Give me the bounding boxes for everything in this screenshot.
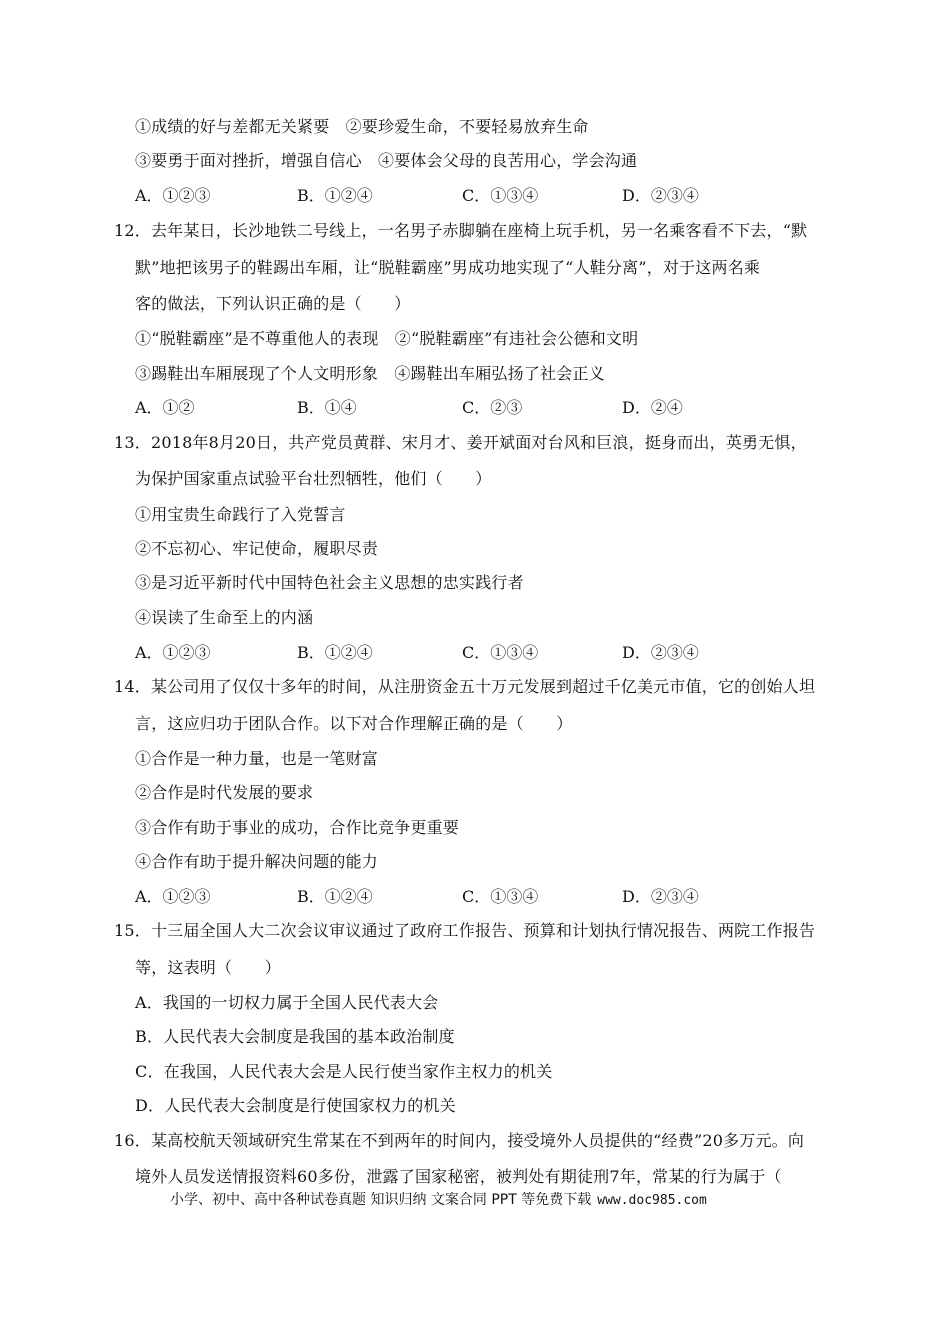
option-d: D．②③④ [622, 643, 699, 662]
statement: ②合作是时代发展的要求 [135, 783, 314, 802]
statement: ④合作有助于提升解决问题的能力 [135, 852, 379, 871]
option-c: C．①③④ [462, 887, 539, 906]
statement: ④误读了生命至上的内涵 [135, 608, 314, 627]
question-12-text: 默”地把该男子的鞋踢出车厢，让“脱鞋霸座”男成功地实现了“人鞋分离”，对于这两名乘 [135, 258, 761, 277]
statement: ②不忘初心、牢记使命，履职尽责 [135, 539, 379, 558]
footer-link[interactable]: www.doc985.com [597, 1193, 707, 1208]
question-16-text: 16．某高校航天领域研究生常某在不到两年的时间内，接受境外人员提供的“经费”20多万元。向 [114, 1131, 805, 1150]
option-c: C．①③④ [462, 643, 539, 662]
statement: ①合作是一种力量，也是一笔财富 [135, 749, 379, 768]
question-12-text: 客的做法，下列认识正确的是（ ） [135, 294, 411, 313]
statement: ③踢鞋出车厢展现了个人文明形象 ④踢鞋出车厢弘扬了社会正义 [135, 364, 605, 383]
statement: ③是习近平新时代中国特色社会主义思想的忠实践行者 [135, 573, 524, 592]
question-14-text: 14．某公司用了仅仅十多年的时间，从注册资金五十万元发展到超过千亿美元市值，它的创始人坦 [114, 677, 816, 696]
page-footer [170, 1190, 707, 1211]
question-13-text: 为保护国家重点试验平台壮烈牺牲，他们（ ） [135, 469, 492, 488]
option-d: D．人民代表大会制度是行使国家权力的机关 [135, 1096, 456, 1115]
question-15-text: 等，这表明（ ） [135, 958, 281, 977]
option-a: A．我国的一切权力属于全国人民代表大会 [135, 993, 439, 1012]
option-d: D．②③④ [622, 887, 699, 906]
option-a: A．①②③ [135, 186, 211, 205]
option-b: B．①②④ [297, 643, 373, 662]
question-13-text: 13．2018年8月20日，共产党员黄群、宋月才、姜开斌面对台风和巨浪，挺身而出，英勇无惧， [114, 433, 807, 452]
statement: ③合作有助于事业的成功，合作比竞争更重要 [135, 818, 460, 837]
option-d: D．②③④ [622, 186, 699, 205]
question-14-text: 言，这应归功于团队合作。以下对合作理解正确的是（ ） [135, 714, 573, 733]
option-c: C．①③④ [462, 186, 539, 205]
statement: ①成绩的好与差都无关紧要 ②要珍爱生命，不要轻易放弃生命 [135, 117, 589, 136]
option-c: C．在我国，人民代表大会是人民行使当家作主权力的机关 [135, 1062, 553, 1081]
question-15-text: 15．十三届全国人大二次会议审议通过了政府工作报告、预算和计划执行情况报告、两院工作报告 [114, 921, 816, 940]
option-c: C．②③ [462, 398, 523, 417]
option-a: A．①②③ [135, 643, 211, 662]
statement: ①“脱鞋霸座”是不尊重他人的表现 ②“脱鞋霸座”有违社会公德和文明 [135, 329, 639, 348]
question-16-text: 境外人员发送情报资料60多份，泄露了国家秘密，被判处有期徒刑7年，常某的行为属于（ [135, 1167, 782, 1186]
footer-text: 小学、初中、高中各种试卷真题 知识归纳 文案合同 PPT 等免费下载 [170, 1192, 592, 1208]
option-b: B．①④ [297, 398, 357, 417]
option-d: D．②④ [622, 398, 683, 417]
option-b: B．①②④ [297, 887, 373, 906]
option-b: B．①②④ [297, 186, 373, 205]
statement: ①用宝贵生命践行了入党誓言 [135, 505, 346, 524]
option-b: B．人民代表大会制度是我国的基本政治制度 [135, 1027, 455, 1046]
statement: ③要勇于面对挫折，增强自信心 ④要体会父母的良苦用心，学会沟通 [135, 151, 638, 170]
option-a: A．①②③ [135, 887, 211, 906]
option-a: A．①② [135, 398, 195, 417]
question-12-text: 12．去年某日，长沙地铁二号线上，一名男子赤脚躺在座椅上玩手机，另一名乘客看不下去，“默 [114, 221, 808, 240]
